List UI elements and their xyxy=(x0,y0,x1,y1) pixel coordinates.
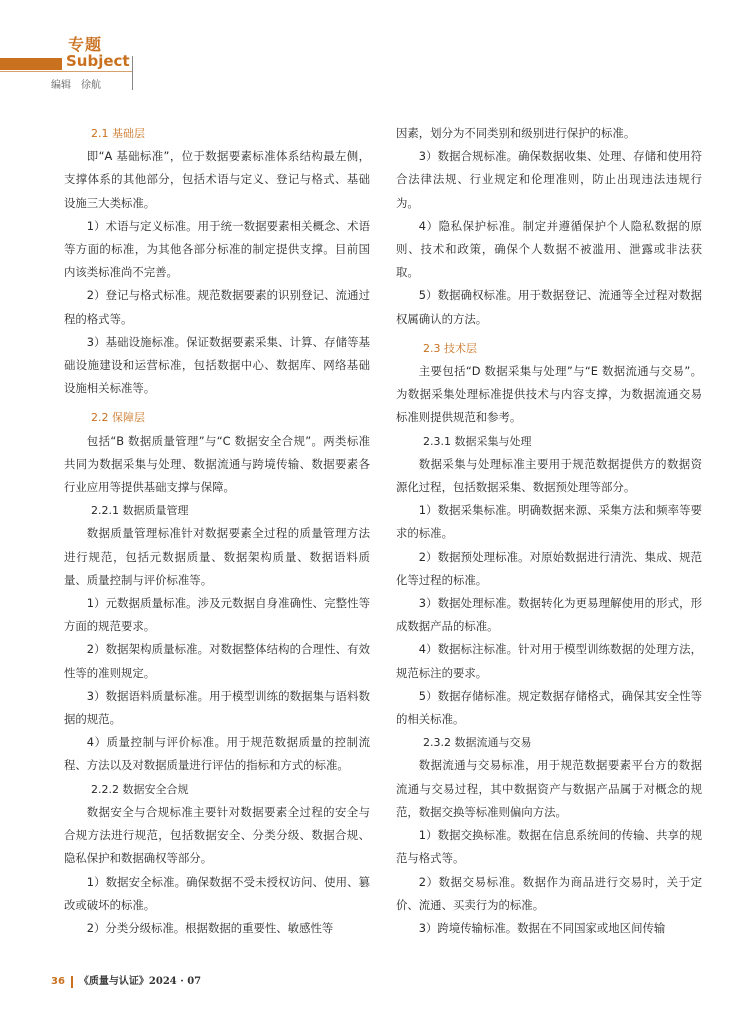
paragraph: 数据采集与处理标准主要用于规范数据提供方的数据资源化过程，包括数据采集、数据预处理等部分。 xyxy=(396,456,702,495)
paragraph: 3）数据处理标准。数据转化为更易理解使用的形式，形成数据产品的标准。 xyxy=(396,596,702,634)
paragraph: 1）术语与定义标准。用于统一数据要素相关概念、术语等方面的标准，为其他各部分标准的制定提供支撑。目前国内该类标准尚不完善。 xyxy=(64,218,370,280)
paragraph: 2）数据架构质量标准。对数据整体结构的合理性、有效性等的准则规定。 xyxy=(64,642,370,680)
header-subtitle: Subject xyxy=(66,52,130,70)
paragraph: 1）数据采集标准。明确数据来源、采集方法和频率等要求的标准。 xyxy=(396,503,702,541)
header-vertical-divider xyxy=(132,56,133,90)
header-divider xyxy=(0,71,132,72)
subsection-heading: 2.2.1 数据质量管理 xyxy=(91,504,189,518)
paragraph: 包括“B 数据质量管理”与“C 数据安全合规”。两类标准共同为数据采集与处理、数据流通与跨境传输、数据要素各行业应用等提供基础支撑与保障。 xyxy=(64,433,370,495)
paragraph: 数据质量管理标准针对数据要素全过程的质量管理方法进行规范，包括元数据质量、数据架构质量、数据语料质量、质量控制与评价标准等。 xyxy=(64,526,370,587)
paragraph: 即“A 基础标准”，位于数据要素标准体系结构最左侧，支撑体系的其他部分，包括术语与定义、登记与格式、基础设施三大类标准。 xyxy=(64,149,370,210)
paragraph: 主要包括“D 数据采集与处理”与“E 数据流通与交易”。为数据采集处理标准提供技术与内容支撑，为数据流通交易标准则提供规范和参考。 xyxy=(396,364,702,425)
paragraph: 数据安全与合规标准主要针对数据要素全过程的安全与合规方法进行规范，包括数据安全、分类分级、数据合规、隐私保护和数据确权等部分。 xyxy=(64,804,370,866)
paragraph: 2）数据预处理标准。对原始数据进行清洗、集成、规范化等过程的标准。 xyxy=(396,549,702,587)
subsection-heading: 2.2.2 数据安全合规 xyxy=(91,782,189,796)
paragraph: 1）数据交换标准。数据在信息系统间的传输、共享的规范与格式等。 xyxy=(396,828,702,866)
paragraph: 4）数据标注标准。针对用于模型训练数据的处理方法，规范标注的要求。 xyxy=(396,642,702,680)
paragraph: 数据流通与交易标准，用于规范数据要素平台方的数据流通与交易过程，其中数据资产与数据产品属于对概念的规范，数据交换等标准则偏向方法。 xyxy=(396,758,702,819)
page-footer xyxy=(51,972,201,988)
paragraph: 1）元数据质量标准。涉及元数据自身准确性、完整性等方面的规范要求。 xyxy=(64,596,370,634)
paragraph: 3）数据语料质量标准。用于模型训练的数据集与语料数据的规范。 xyxy=(64,688,370,727)
paragraph: 2）登记与格式标准。规范数据要素的识别登记、流通过程的格式等。 xyxy=(64,288,370,326)
paragraph: 4）质量控制与评价标准。用于规范数据质量的控制流程、方法以及对数据质量进行评估的指标和方式的标准。 xyxy=(64,735,370,773)
editor-credit: 编辑 徐航 xyxy=(51,80,101,91)
section-heading: 2.3 技术层 xyxy=(423,341,477,355)
page-number: 36 xyxy=(51,976,65,987)
paragraph: 1）数据安全标准。确保数据不受未授权访问、使用、篡改或破坏的标准。 xyxy=(64,874,370,912)
header-accent-bar xyxy=(0,58,62,70)
subsection-heading: 2.3.2 数据流通与交易 xyxy=(423,736,532,750)
journal-name: 《质量与认证》2024 · 07 xyxy=(78,976,202,987)
header-title: 专题 xyxy=(68,35,103,54)
footer-separator xyxy=(71,976,73,988)
paragraph: 4）隐私保护标准。制定并遵循保护个人隐私数据的原则、技术和政策，确保个人数据不被滥用、泄露或非法获取。 xyxy=(396,218,702,280)
paragraph: 3）基础设施标准。保证数据要素采集、计算、存储等基础设施建设和运营标准，包括数据中心、数据库、网络基础设施相关标准等。 xyxy=(64,334,370,396)
left-column xyxy=(64,122,370,940)
paragraph: 2）分类分级标准。根据数据的重要性、敏感性等 xyxy=(86,920,334,935)
paragraph-continuation: 因素，划分为不同类别和级别进行保护的标准。 xyxy=(396,126,636,140)
paragraph: 5）数据存储标准。规定数据存储格式，确保其安全性等的相关标准。 xyxy=(396,688,702,727)
subsection-heading: 2.3.1 数据采集与处理 xyxy=(423,434,532,448)
paragraph: 2）数据交易标准。数据作为商品进行交易时，关于定价、流通、买卖行为的标准。 xyxy=(396,874,702,912)
paragraph: 3）数据合规标准。确保数据收集、处理、存储和使用符合法律法规、行业规定和伦理准则，防止出现违法违规行为。 xyxy=(396,149,702,210)
right-column xyxy=(396,122,702,940)
section-heading: 2.1 基础层 xyxy=(91,127,145,140)
paragraph: 3）跨境传输标准。数据在不同国家或地区间传输 xyxy=(418,920,666,935)
paragraph: 5）数据确权标准。用于数据登记、流通等全过程对数据权属确认的方法。 xyxy=(396,288,702,326)
section-heading: 2.2 保障层 xyxy=(91,411,145,425)
